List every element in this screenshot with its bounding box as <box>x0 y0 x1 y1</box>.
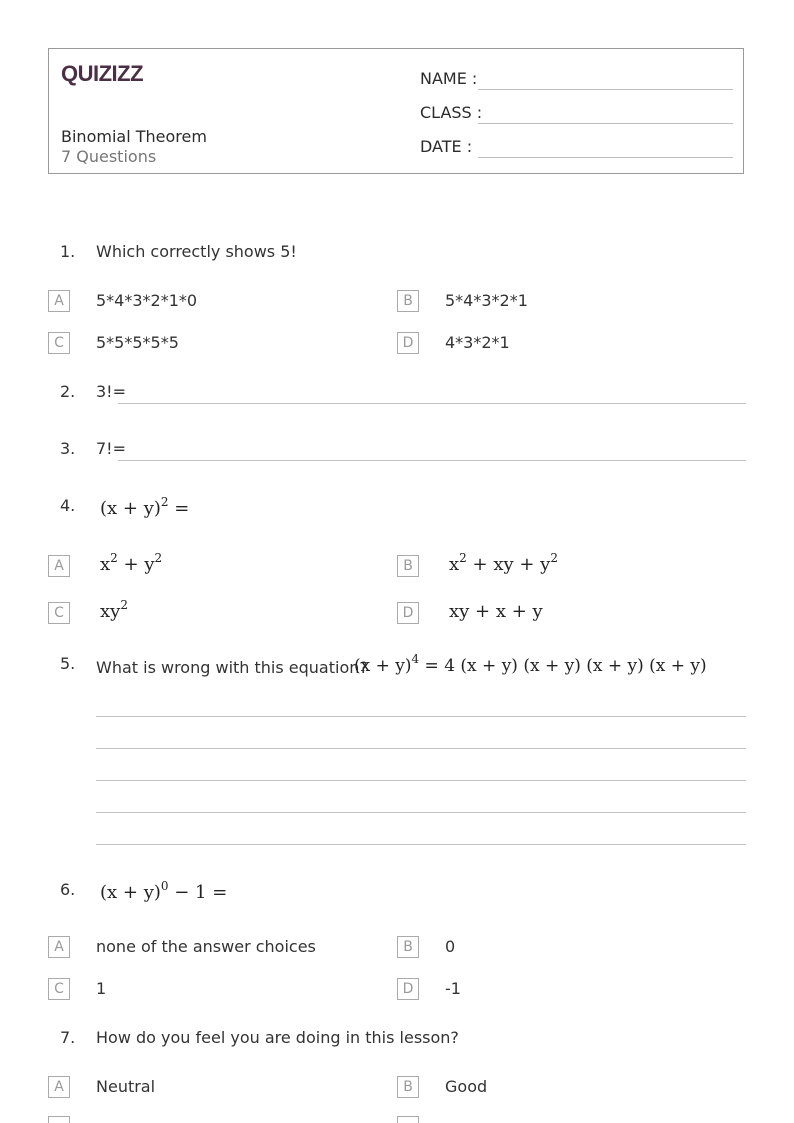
question-5-number: 5. <box>60 654 76 673</box>
question-5-equation: $(x + y)^4 = 4$ (x + y) (x + y) (x + y) (x + y) <box>354 652 707 676</box>
q6-option-c-text: 1 <box>96 979 107 998</box>
question-6-equation: $(x + y)^0 - 1$ = <box>100 879 228 903</box>
q7-option-b-letter[interactable]: B <box>397 1076 419 1098</box>
q6-option-c-letter[interactable]: C <box>48 978 70 1000</box>
q5-answer-line-1[interactable] <box>96 716 746 717</box>
q1-option-c-text: 5*5*5*5*5 <box>96 333 179 352</box>
question-6-number: 6. <box>60 880 76 899</box>
question-2-text: 3!= <box>96 382 126 401</box>
q6-option-d-text: -1 <box>445 979 461 998</box>
q1-option-b-text: 5*4*3*2*1 <box>445 291 528 310</box>
date-label: DATE : <box>420 137 473 156</box>
q6-option-b-text: 0 <box>445 937 456 956</box>
q6-option-a-text: none of the answer choices <box>96 937 316 956</box>
class-label: CLASS : <box>420 103 483 122</box>
name-label: NAME : <box>420 69 478 88</box>
q4-option-b-math: $x^2$ + xy + $y^2$ <box>449 551 558 575</box>
question-7-number: 7. <box>60 1028 76 1047</box>
q7-option-a-letter[interactable]: A <box>48 1076 70 1098</box>
q4-option-c-letter[interactable]: C <box>48 602 70 624</box>
q5-answer-line-2[interactable] <box>96 748 746 749</box>
q5-answer-line-4[interactable] <box>96 812 746 813</box>
question-2-number: 2. <box>60 382 76 401</box>
q4-option-d-math: xy + x + y <box>449 601 543 622</box>
q6-option-b-letter[interactable]: B <box>397 936 419 958</box>
quizizz-logo <box>61 59 153 87</box>
question-1-number: 1. <box>60 242 76 261</box>
question-1-text: Which correctly shows 5! <box>96 242 297 261</box>
question-3-text: 7!= <box>96 439 126 458</box>
question-4-number: 4. <box>60 496 76 515</box>
q3-answer-line[interactable] <box>118 460 746 461</box>
question-5-text: What is wrong with this equation? <box>96 658 368 677</box>
q7-option-b-text: Good <box>445 1077 488 1096</box>
q5-answer-line-3[interactable] <box>96 780 746 781</box>
question-3-number: 3. <box>60 439 76 458</box>
question-4-equation: $(x + y)^2$ = <box>100 495 190 519</box>
q2-answer-line[interactable] <box>118 403 746 404</box>
q7-option-d-letter-partial[interactable] <box>397 1116 419 1123</box>
q1-option-b-letter[interactable]: B <box>397 290 419 312</box>
question-count: 7 Questions <box>61 147 157 166</box>
q1-option-c-letter[interactable]: C <box>48 332 70 354</box>
question-7-text: How do you feel you are doing in this lesson? <box>96 1028 459 1047</box>
q1-option-d-letter[interactable]: D <box>397 332 419 354</box>
q1-option-d-text: 4*3*2*1 <box>445 333 510 352</box>
q6-option-d-letter[interactable]: D <box>397 978 419 1000</box>
q4-option-d-letter[interactable]: D <box>397 602 419 624</box>
q1-option-a-text: 5*4*3*2*1*0 <box>96 291 198 310</box>
worksheet-title: Binomial Theorem <box>61 127 207 146</box>
class-field-line[interactable] <box>478 123 733 124</box>
worksheet-header <box>48 48 744 174</box>
date-field-line[interactable] <box>478 157 733 158</box>
q7-option-a-text: Neutral <box>96 1077 156 1096</box>
q5-answer-line-5[interactable] <box>96 844 746 845</box>
q7-option-c-letter-partial[interactable] <box>48 1116 70 1123</box>
q4-option-a-letter[interactable]: A <box>48 555 70 577</box>
q1-option-a-letter[interactable]: A <box>48 290 70 312</box>
svg-text:QUIZIZZ: QUIZIZZ <box>61 61 144 86</box>
q4-option-c-math: $xy^2$ <box>100 598 128 622</box>
q4-option-a-math: $x^2 + y^2$ <box>100 551 163 575</box>
q6-option-a-letter[interactable]: A <box>48 936 70 958</box>
name-field-line[interactable] <box>478 89 733 90</box>
q4-option-b-letter[interactable]: B <box>397 555 419 577</box>
